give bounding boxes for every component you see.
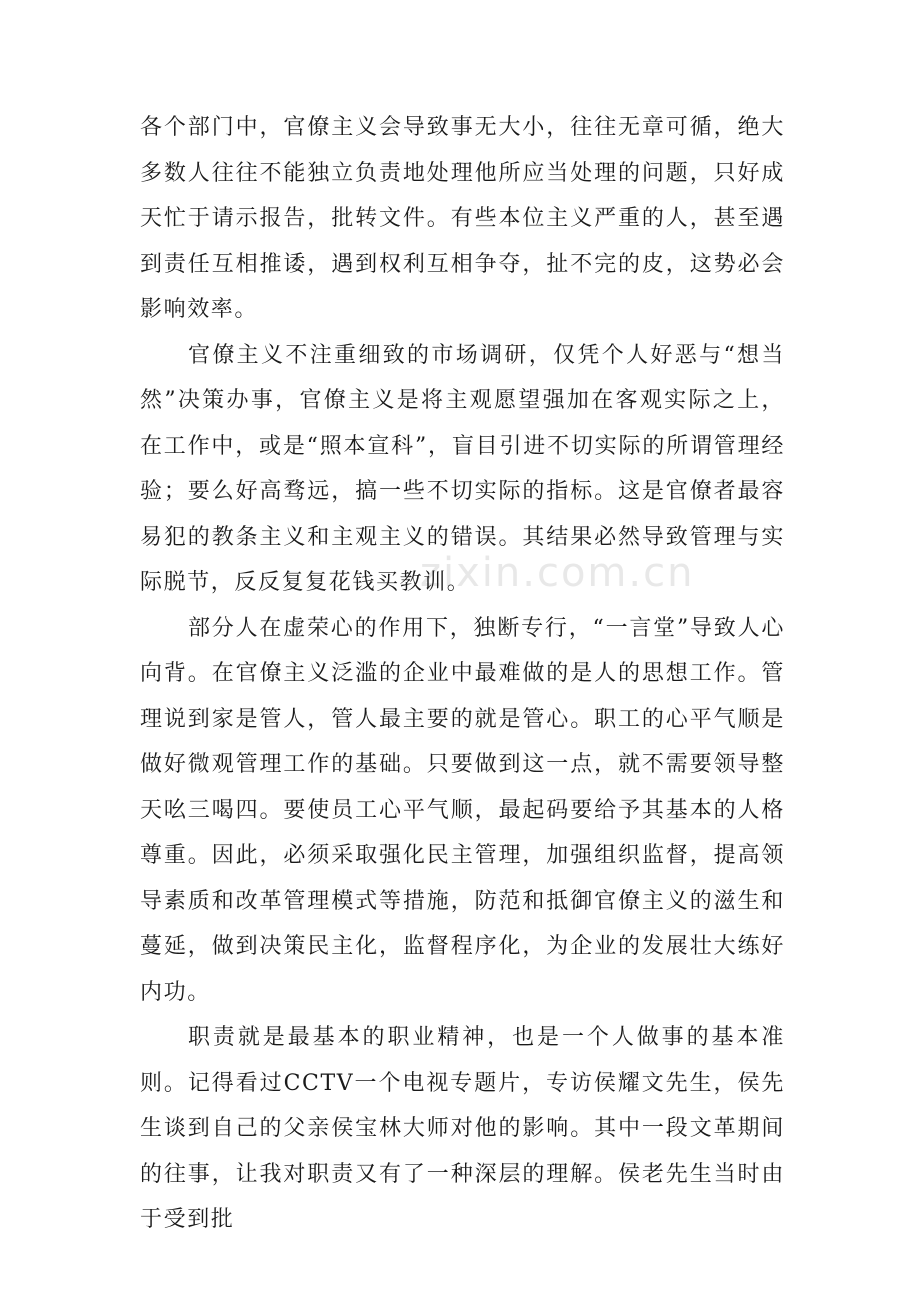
paragraph-continued: 各个部门中，官僚主义会导致事无大小，往往无章可循，绝大多数人往往不能独立负责地处理他所应当处理的问题，只好成天忙于请示报告，批转文件。有些本位主义严重的人，甚至遇到责任互相推诿，遇到权利互相争夺，扯不完的皮，这势必会影响效率。 [140,115,785,322]
paragraph: 职责就是最基本的职业精神，也是一个人做事的基本准则。记得看过CCTV一个电视专题片，专访侯耀文先生，侯先生谈到自己的父亲侯宝林大师对他的影响。其中一段文革期间的往事，让我对职责又有了一种深层的理解。侯老先生当时由于受到批 [140,1025,785,1232]
watermark: zixin.com.cn [420,550,695,596]
paragraph: 官僚主义不注重细致的市场调研，仅凭个人好恶与“想当然”决策办事，官僚主义是将主观愿望强加在客观实际之上，在工作中，或是“照本宣科”，盲目引进不切实际的所谓管理经验；要么好高骛远，搞一些不切实际的指标。这是官僚者最容易犯的教条主义和主观主义的错误。其结果必然导致管理与实际脱节，反反复复花钱买教训。 [140,342,785,595]
document-body [140,105,785,1243]
paragraph: 部分人在虚荣心的作用下，独断专行，“一言堂”导致人心向背。在官僚主义泛滥的企业中最难做的是人的思想工作。管理说到家是管人，管人最主要的就是管心。职工的心平气顺是做好微观管理工作的基础。只要做到这一点，就不需要领导整天吆三喝四。要使员工心平气顺，最起码要给予其基本的人格尊重。因此，必须采取强化民主管理，加强组织监督，提高领导素质和改革管理模式等措施，防范和抵御官僚主义的滋生和蔓延，做到决策民主化，监督程序化，为企业的发展壮大练好内功。 [140,615,785,1005]
